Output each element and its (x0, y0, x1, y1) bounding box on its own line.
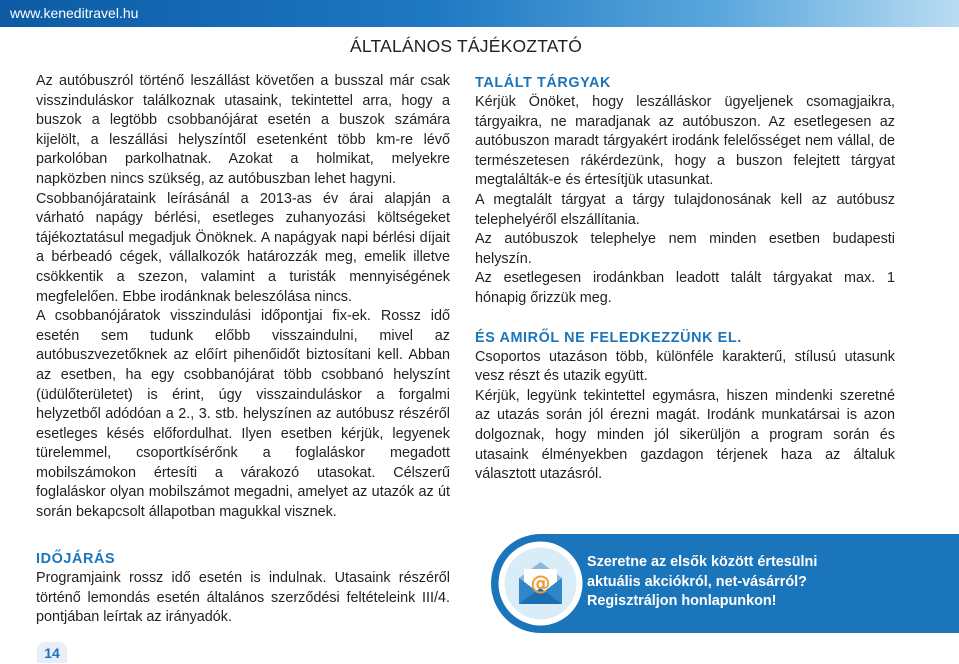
lost-items-paragraph: Az esetlegesen irodánkban leadott talált tárgyakat max. 1 hónapig őrizzük meg. (475, 270, 895, 306)
lost-items-paragraph: A megtalált tárgyat a tárgy tulajdonosának kell az autóbusz telephelyéről elszállítania. (475, 191, 895, 228)
dont-forget-paragraph: Csoportos utazáson több, különféle karakterű, stílusú utasunk vesz részt és utazik együtt. (475, 348, 895, 385)
dont-forget-heading: ÉS AMIRŐL NE FELEDKEZZÜNK EL. (475, 329, 742, 346)
weather-text: Programjaink rossz idő esetén is indulnak. Utasaink részéről történő lemondás esetén általános szerződési feltételeink III/4. pontjában leírtak az irányadók. (36, 570, 450, 626)
weather-heading: IDŐJÁRÁS (36, 551, 116, 567)
dont-forget-paragraph: Kérjük, legyünk tekintettel egymásra, hiszen mindenki szeretné az utazás során jól érezni magát. Irodánk munkatársai is azon dolgoznak, hogy minden jól sikerüljön a program során és utasaink élményekben gazdagon térjenek haza az általuk választott utazásról. (475, 387, 895, 483)
promo-text (587, 553, 947, 612)
lost-items-heading: TALÁLT TÁRGYAK (475, 75, 612, 91)
site-url[interactable]: www.keneditravel.hu (10, 5, 139, 21)
lost-items-paragraph: Az autóbuszok telephelye nem minden esetben budapesti helyszín. (475, 231, 895, 267)
page-title: ÁLTALÁNOS TÁJÉKOZTATÓ (350, 36, 583, 56)
paragraph-bus-parking: Az autóbuszról történő leszállást követően a busszal már csak visszinduláskor találkoznak utasaink, tekintettel arra, hogy a buszok a legtöbb csobbanójárat esetén a buszok számára kijelölt, a leszállási helyszíntől esetenként több km-re lévő parkolóban parkolhatnak. Azokat a holmikat, melyekre napközben nincs szükség, az autóbuszban lehet hagyni. (36, 73, 450, 187)
lost-items-paragraph: Kérjük Önöket, hogy leszálláskor ügyeljenek csomagjaikra, tárgyaikra, ne maradjanak az autóbuszon. Az esetlegesen az autóbuszon maradt tárgyakért irodánk felelősséget nem vállal, de természetesen rákérdezünk, hogy a buszon felejtett tárgyat megtalálták-e és értesítjük utasunkat. (475, 94, 895, 189)
paragraph-sunbed-prices: Csobbanójárataink leírásánál a 2013-as év árai alapján a várható napágy bérlési, esetleges zuhanyozási költségeket tájékoztatásul megadjuk Önöknek. A napágyak napi bérlési díjait a bérbeadó cégek, vállalkozók határozzák meg, emelik illetve csökkentik a szezon, valamint a turisták mennyiségének megfelelően. Ebbe irodánknak beleszólása nincs. (36, 190, 450, 305)
email-at-icon (497, 540, 584, 627)
promo-line: Regisztráljon honlapunkon! (587, 593, 777, 609)
svg-text:@: @ (530, 571, 551, 595)
left-column (36, 72, 450, 523)
header-bar (0, 0, 959, 27)
weather-section (36, 550, 450, 628)
promo-line: aktuális akciókról, net-vásárról? (587, 573, 807, 590)
page-number: 14 (37, 642, 67, 663)
paragraph-return-times: A csobbanójáratok visszindulási időpontjai fix-ek. Rossz idő esetén sem tudunk előbb visszaindulni, mivel az autóbuszvezetőknek az előírt pihenőidőt biztosítani kell. Abban az esetben, ha egy csobbanójárat több csobbanó helyszínt (üdülőterületet) is érint, úgy visszainduláskor a forgalmi helyzetből adódóan a 2., 3. stb. helyszínen az autóbusz részéről esetleges késés előfordulhat. Ilyen esetben kérjük, legyenek türelemmel, csoportkísérőnk a foglaláskor megadott mobilszámokon értesíti a várakozó utasokat. Célszerű foglaláskor olyan mobilszámot megadni, amelyet az utazók az út során bekapcsolt állapotban magukkal visznek. (36, 308, 450, 521)
promo-line: Szeretne az elsők között értesülni (587, 554, 818, 570)
right-column (475, 74, 895, 485)
